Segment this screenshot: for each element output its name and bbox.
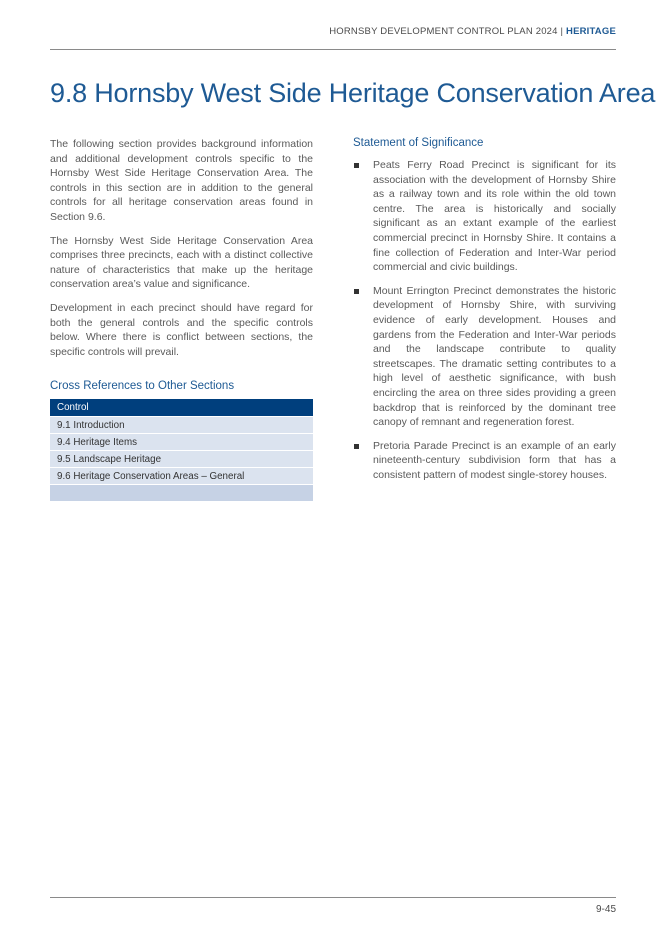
list-item (353, 439, 616, 483)
table-row (50, 468, 313, 485)
list-item-text: Pretoria Parade Precinct is an example of an early nineteenth-century subdivision form that has a consistent pattern of modest single-storey houses. (373, 439, 616, 481)
header-divider (50, 49, 616, 50)
intro-paragraph: The Hornsby West Side Heritage Conservation Area comprises three precincts, each with a distinct collective nature of characteristics that make up the heritage conservation area’s value and significance. (50, 234, 313, 291)
table-header-control: Control (50, 399, 313, 417)
table-row (50, 417, 313, 434)
list-item-text: Peats Ferry Road Precinct is significant for its association with the development of Hornsby Shire as a railway town and its role within the old town centre. The area is historically and socially significant as an extant example of the earliest commercial precinct in Hornsby Shire. It contains a fine collection of Federation and Inter-War period commercial and civic buildings. (373, 159, 616, 274)
page-number: 9-45 (595, 904, 616, 915)
table-row (50, 434, 313, 451)
intro-paragraph: Development in each precinct should have regard for both the general controls and the specific controls below. Where there is conflict between sections, the specific controls will prevail. (50, 301, 313, 358)
cross-references-table (50, 399, 313, 501)
footer-divider (50, 897, 616, 898)
list-item (353, 158, 616, 275)
table-cell: 9.4 Heritage Items (50, 434, 313, 451)
table-row (50, 451, 313, 468)
square-bullet-icon (354, 163, 359, 168)
intro-column (50, 137, 313, 368)
table-cell: 9.5 Landscape Heritage (50, 451, 313, 468)
table-cell: 9.1 Introduction (50, 417, 313, 434)
intro-paragraph: The following section provides background information and additional development controls specific to the Hornsby West Side Heritage Conservation Area. The controls in this section are in addition to the general controls for all heritage conservation areas found in Section 9.6. (50, 138, 313, 223)
table-row-empty (50, 485, 313, 502)
header-section: HERITAGE (566, 26, 616, 37)
table-cell: 9.6 Heritage Conservation Areas – General (50, 468, 313, 485)
square-bullet-icon (354, 289, 359, 294)
list-item (353, 284, 616, 430)
significance-heading: Statement of Significance (353, 137, 484, 149)
header-doc-title: HORNSBY DEVELOPMENT CONTROL PLAN 2024 (329, 26, 558, 37)
list-item-text: Mount Errington Precinct demonstrates the historic development of Hornsby Shire, with surviving evidence of early development. Houses and gardens from the Federation and Inter-War periods and the landscape contribute to quality streetscapes. The dramatic setting contributes to a high level of aesthetic significance, with bush encircling the area on three sides providing a green backdrop that is reinforced by the dominant tree canopy of remnant and regeneration forest. (373, 284, 616, 429)
page-title: 9.8 Hornsby West Side Heritage Conservation Area (50, 78, 656, 108)
header-separator: | (557, 26, 567, 37)
running-header (329, 26, 616, 37)
table-header-row (50, 399, 313, 417)
cross-references-heading: Cross References to Other Sections (50, 380, 235, 392)
significance-column (353, 137, 616, 491)
table-cell-empty (50, 485, 313, 502)
square-bullet-icon (354, 444, 359, 449)
significance-list (353, 158, 616, 482)
